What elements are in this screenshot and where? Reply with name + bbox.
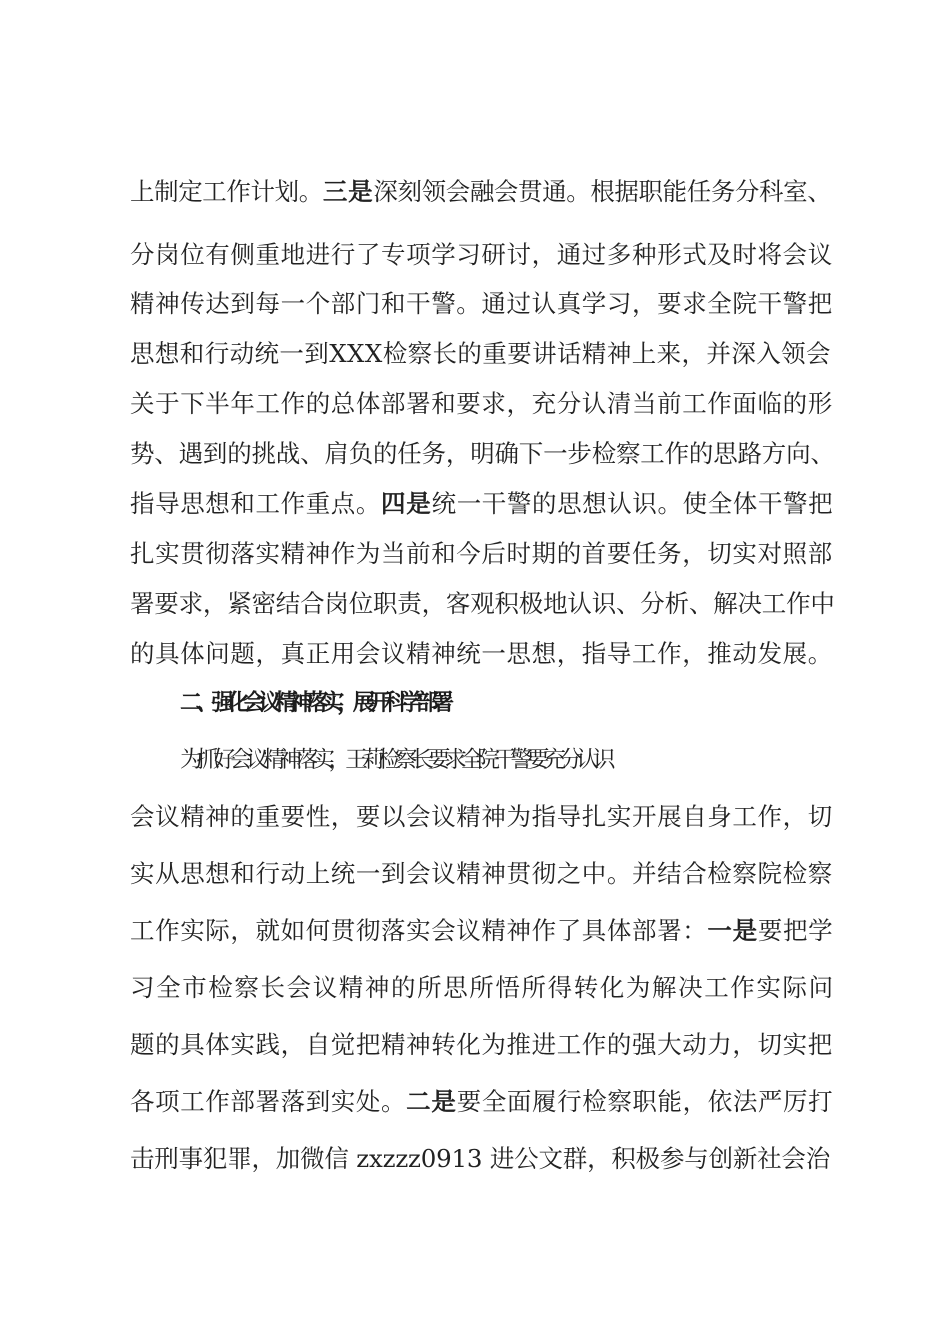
paragraph-2-line-4 — [130, 911, 834, 951]
paragraph-2-line-8: 击刑事犯罪，加微信 zxzzz0913 进公文群，积极参与创新社会治 — [130, 1144, 831, 1173]
paragraph-1-line-1 — [130, 172, 830, 212]
bold-keyword: 二是 — [406, 1087, 457, 1116]
text-run: 统一干警的思想认识。使全体干警把 — [431, 489, 834, 518]
paragraph-1-line-2: 分岗位有侧重地进行了专项学习研讨，通过多种形式及时将会议 — [130, 240, 833, 269]
paragraph-2-line-7 — [130, 1082, 834, 1122]
text-run: 上制定工作计划。 — [130, 177, 323, 206]
text-run: 要把学 — [757, 916, 834, 945]
paragraph-1-line-3: 精神传达到每一个部门和干警。通过认真学习，要求全院干警把 — [130, 289, 833, 318]
paragraph-1-line-8: 扎实贯彻落实精神作为当前和今后时期的首要任务，切实对照部 — [130, 539, 833, 568]
text-run: 深刻领会融会贯通。根据职能任务分科室、 — [373, 177, 832, 206]
section-heading: 二、强化会议精神落实，展开科学部署 — [180, 690, 448, 716]
paragraph-1-line-6: 势、遇到的挑战、肩负的任务，明确下一步检察工作的思路方向、 — [130, 439, 835, 468]
text-run: 指导思想和工作重点。 — [130, 489, 381, 518]
paragraph-1-line-4: 思想和行动统一到XXX检察长的重要讲话精神上来，并深入领会 — [130, 339, 831, 368]
paragraph-1-line-10: 的具体问题，真正用会议精神统一思想，指导工作，推动发展。 — [130, 639, 833, 668]
paragraph-2-line-2: 会议精神的重要性，要以会议精神为指导扎实开展自身工作，切 — [130, 802, 833, 831]
bold-keyword: 一是 — [707, 916, 758, 945]
text-run: 各项工作部署落到实处。 — [130, 1087, 407, 1116]
paragraph-1-line-5: 关于下半年工作的总体部署和要求，充分认清当前工作面临的形 — [130, 389, 833, 418]
bold-keyword: 四是 — [381, 489, 432, 518]
paragraph-1-line-9: 署要求，紧密结合岗位职责，客观积极地认识、分析、解决工作中 — [130, 589, 835, 618]
paragraph-2-line-3: 实从思想和行动上统一到会议精神贯彻之中。并结合检察院检察 — [130, 859, 833, 888]
paragraph-2-line-6: 题的具体实践，自觉把精神转化为推进工作的强大动力，切实把 — [130, 1030, 833, 1059]
paragraph-2-line-1: 为抓好会议精神落实，王莉检察长要求全院干警要充分认识 — [180, 747, 610, 773]
paragraph-1-line-7 — [130, 484, 834, 524]
paragraph-2-line-5: 习全市检察长会议精神的所思所悟所得转化为解决工作实际问 — [130, 973, 835, 1002]
text-run: 工作实际，就如何贯彻落实会议精神作了具体部署： — [130, 916, 708, 945]
text-run: 要全面履行检察职能，依法严厉打 — [456, 1087, 834, 1116]
bold-keyword: 三是 — [322, 177, 374, 206]
